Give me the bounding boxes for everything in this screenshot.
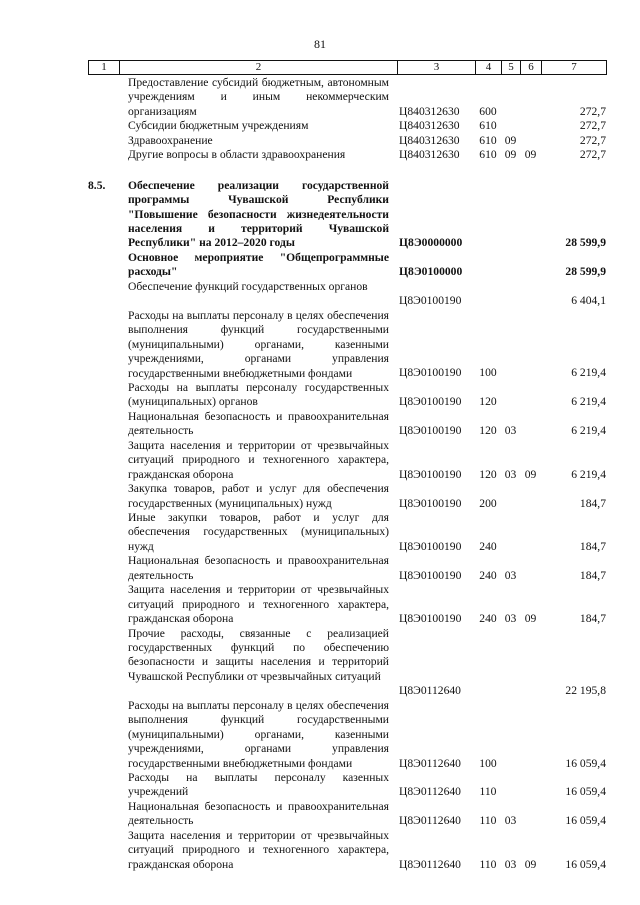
row-section: 03 bbox=[504, 467, 517, 481]
row-subsection: 09 bbox=[524, 612, 537, 626]
row-code: Ц8Э0100190 bbox=[399, 539, 462, 553]
row-sum: 22 195,8 bbox=[565, 684, 606, 698]
table-row bbox=[0, 829, 640, 872]
row-sum: 272,7 bbox=[579, 133, 606, 147]
row-sum: 16 059,4 bbox=[565, 814, 606, 828]
row-name: Расходы на выплаты персоналу в целях обеспечения выполнения функций государственными (муниципальными) органами, казенными учреждениями, органами управления государственными внебюджетными фондами bbox=[128, 308, 389, 380]
row-section: 03 bbox=[504, 612, 517, 626]
row-name: Обеспечение реализации государственной программы Чувашской Республики "Повышение безопасности жизнедеятельности населения и территорий Чувашской Республики" на 2012–2020 годы bbox=[128, 178, 389, 250]
row-name: Иные закупки товаров, работ и услуг для обеспечения государственных (муниципальных) нужд bbox=[128, 510, 389, 553]
table-row bbox=[0, 439, 640, 482]
row-section: 09 bbox=[504, 148, 517, 162]
table-row bbox=[0, 511, 640, 554]
row-expense-type: 100 bbox=[479, 366, 497, 380]
row-sum: 6 219,4 bbox=[571, 424, 606, 438]
row-expense-type: 600 bbox=[479, 104, 497, 118]
table-row bbox=[0, 134, 640, 148]
row-name: Защита населения и территории от чрезвычайных ситуаций природного и техногенного характера, гражданская оборона bbox=[128, 828, 389, 871]
table-row bbox=[0, 119, 640, 133]
row-code: Ц8Э0112640 bbox=[399, 756, 461, 770]
row-name: Расходы на выплаты персоналу казенных учреждений bbox=[128, 771, 389, 799]
row-expense-type: 200 bbox=[479, 496, 497, 510]
row-number: 8.5. bbox=[88, 178, 106, 192]
row-code: Ц8Э0100190 bbox=[399, 395, 462, 409]
column-header-1: 1 bbox=[101, 61, 107, 73]
row-code: Ц8Э0112640 bbox=[399, 785, 461, 799]
row-subsection: 09 bbox=[524, 467, 537, 481]
table-row bbox=[0, 699, 640, 771]
row-code: Ц8Э0100190 bbox=[399, 568, 462, 582]
row-name: Расходы на выплаты персоналу государственных (муниципальных) органов bbox=[128, 380, 389, 409]
table-body bbox=[0, 76, 640, 872]
row-name: Основное мероприятие "Общепрограммные расходы" bbox=[128, 250, 389, 279]
row-expense-type: 610 bbox=[479, 119, 497, 133]
row-name: Обеспечение функций государственных органов bbox=[128, 279, 368, 293]
row-name: Другие вопросы в области здравоохранения bbox=[128, 148, 346, 162]
row-sum: 28 599,9 bbox=[565, 236, 606, 250]
row-expense-type: 110 bbox=[479, 857, 497, 871]
row-code: Ц8Э0100190 bbox=[399, 496, 462, 510]
row-expense-type: 100 bbox=[479, 756, 497, 770]
table-row bbox=[0, 280, 640, 309]
row-name: Расходы на выплаты персоналу в целях обеспечения выполнения функций государственными (муниципальными) органами, казенными учреждениями, органами управления государственными внебюджетными фондами bbox=[128, 698, 389, 770]
row-name: Закупка товаров, работ и услуг для обеспечения государственных (муниципальных) нужд bbox=[128, 482, 389, 510]
row-code: Ц8Э0100000 bbox=[399, 265, 463, 279]
table-row bbox=[0, 76, 640, 119]
row-sum: 6 219,4 bbox=[571, 366, 606, 380]
column-header-3: 3 bbox=[433, 61, 440, 73]
row-code: Ц8Э0112640 bbox=[399, 684, 461, 698]
row-expense-type: 110 bbox=[479, 785, 497, 799]
row-code: Ц840312630 bbox=[399, 104, 460, 118]
row-code: Ц8Э0112640 bbox=[399, 857, 461, 871]
row-code: Ц840312630 bbox=[399, 133, 460, 147]
row-sum: 272,7 bbox=[579, 148, 606, 162]
row-sum: 16 059,4 bbox=[565, 857, 606, 871]
row-expense-type: 240 bbox=[479, 568, 497, 582]
column-header-7: 7 bbox=[571, 61, 577, 73]
row-code: Ц8Э0112640 bbox=[399, 814, 461, 828]
row-code: Ц8Э0000000 bbox=[399, 236, 463, 250]
row-code: Ц840312630 bbox=[399, 148, 460, 162]
row-sum: 272,7 bbox=[579, 119, 606, 133]
row-section: 03 bbox=[504, 814, 517, 828]
page-number: 81 bbox=[314, 37, 326, 51]
row-expense-type: 610 bbox=[479, 133, 497, 147]
row-code: Ц8Э0100190 bbox=[399, 424, 462, 438]
row-expense-type: 240 bbox=[479, 612, 497, 626]
row-name: Защита населения и территории от чрезвычайных ситуаций природного и техногенного характера, гражданская оборона bbox=[128, 583, 389, 626]
row-sum: 272,7 bbox=[579, 104, 606, 118]
table-row bbox=[0, 179, 640, 251]
table-row bbox=[0, 800, 640, 829]
row-code: Ц8Э0100190 bbox=[399, 294, 462, 308]
row-sum: 184,7 bbox=[579, 612, 606, 626]
row-expense-type: 110 bbox=[479, 814, 497, 828]
table-row bbox=[0, 554, 640, 583]
column-header-2: 2 bbox=[255, 61, 262, 73]
table-row bbox=[0, 381, 640, 410]
table-row bbox=[0, 482, 640, 511]
row-expense-type: 240 bbox=[479, 539, 497, 553]
row-sum: 6 219,4 bbox=[571, 395, 606, 409]
row-expense-type: 610 bbox=[479, 148, 497, 162]
row-name: Прочие расходы, связанные с реализацией государственных функций по обеспечению безопасности и защиты населения и территорий Чувашской Республики от чрезвычайных ситуаций bbox=[128, 626, 389, 683]
table-row bbox=[0, 627, 640, 699]
row-subsection: 09 bbox=[524, 148, 537, 162]
row-name: Национальная безопасность и правоохранительная деятельность bbox=[128, 799, 389, 828]
row-sum: 16 059,4 bbox=[565, 785, 606, 799]
row-expense-type: 120 bbox=[479, 424, 497, 438]
table-row bbox=[0, 771, 640, 800]
row-sum: 184,7 bbox=[579, 568, 606, 582]
table-row bbox=[0, 309, 640, 381]
row-expense-type: 120 bbox=[479, 395, 497, 409]
column-header-5: 5 bbox=[508, 61, 514, 73]
row-subsection: 09 bbox=[524, 857, 537, 871]
row-section: 03 bbox=[504, 424, 517, 438]
table-row bbox=[0, 583, 640, 626]
row-name: Здравоохранение bbox=[128, 133, 213, 147]
table-row bbox=[0, 251, 640, 280]
row-name: Предоставление субсидий бюджетным, автономным учреждениям и иным некоммерческим организациям bbox=[128, 76, 389, 118]
row-section: 03 bbox=[504, 568, 517, 582]
row-sum: 184,7 bbox=[579, 539, 606, 553]
table-row bbox=[0, 410, 640, 439]
table-row bbox=[0, 148, 640, 162]
row-code: Ц8Э0100190 bbox=[399, 467, 462, 481]
row-sum: 6 404,1 bbox=[571, 294, 606, 308]
row-code: Ц8Э0100190 bbox=[399, 612, 462, 626]
row-name: Национальная безопасность и правоохранительная деятельность bbox=[128, 554, 389, 582]
column-header-6: 6 bbox=[528, 61, 534, 73]
row-name: Национальная безопасность и правоохранительная деятельность bbox=[128, 409, 389, 438]
row-section: 03 bbox=[504, 857, 517, 871]
row-sum: 184,7 bbox=[579, 496, 606, 510]
row-expense-type: 120 bbox=[479, 467, 497, 481]
row-code: Ц840312630 bbox=[399, 119, 460, 133]
row-sum: 28 599,9 bbox=[565, 265, 606, 279]
row-name: Защита населения и территории от чрезвычайных ситуаций природного и техногенного характера, гражданская оборона bbox=[128, 438, 389, 481]
spacer bbox=[0, 163, 640, 179]
column-header-4: 4 bbox=[485, 61, 492, 73]
row-sum: 16 059,4 bbox=[565, 756, 606, 770]
row-section: 09 bbox=[504, 133, 517, 147]
row-code: Ц8Э0100190 bbox=[399, 366, 462, 380]
row-name: Субсидии бюджетным учреждениям bbox=[128, 119, 309, 133]
row-sum: 6 219,4 bbox=[571, 467, 606, 481]
